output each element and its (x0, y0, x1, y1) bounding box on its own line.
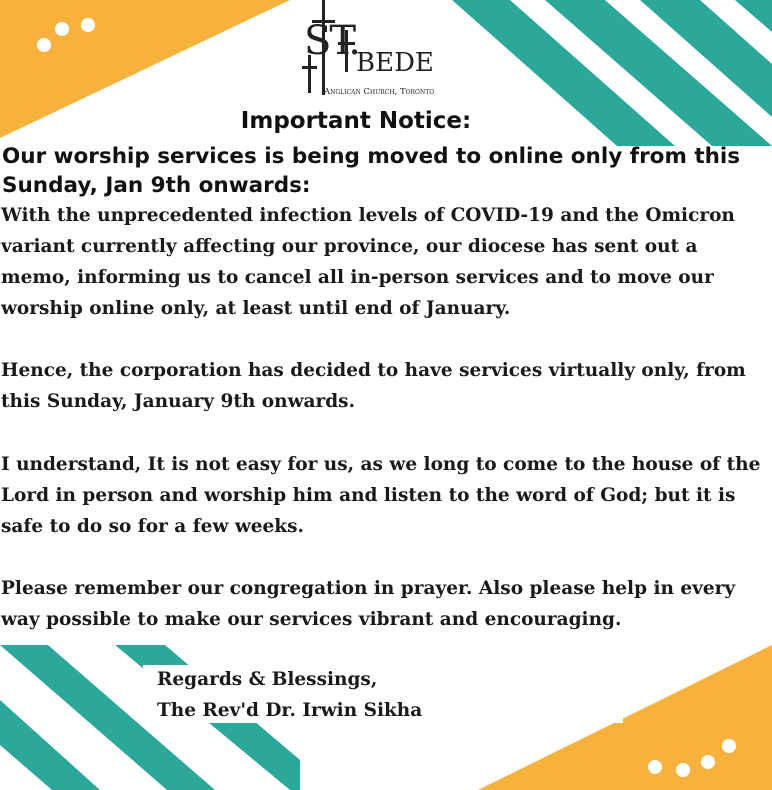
top-left-dot (81, 18, 95, 32)
paragraph-prayer-request: Please remember our congregation in prayer. Also please help in every way possible to make our services vibrant and encouraging. (1, 578, 736, 630)
paragraph-covid-update: With the unprecedented infection levels of COVID-19 and the Omicron variant currently affecting our province, our diocese has sent out a memo, informing us to cancel all in-person services and to move our worship online only, at least until end of January. (1, 205, 735, 319)
paragraph-understanding: I understand, It is not easy for us, as we long to come to the house of the Lord in person and worship him and listen to the word of God; but it is safe to do so for a few weeks. (1, 454, 761, 537)
top-left-dot (37, 38, 51, 52)
signature-name: The Rev'd Dr. Irwin Sikha (157, 700, 423, 721)
bottom-right-dot (722, 739, 736, 753)
logo-subtitle: Anglican Church, Toronto (324, 87, 435, 97)
bottom-right-dot (676, 763, 690, 777)
logo-bede-text: BEDE (356, 48, 434, 78)
logo-st-text: ST. (304, 18, 359, 64)
paragraph-virtual-services: Hence, the corporation has decided to have services virtually only, from this Sunday, January 9th onwards. (1, 360, 746, 412)
bottom-right-dot (701, 755, 715, 769)
church-logo (298, 0, 478, 105)
signature-closing: Regards & Blessings, (157, 669, 378, 690)
bottom-right-dot (648, 760, 662, 774)
top-left-dot (55, 22, 69, 36)
notice-subheading: Our worship services is being moved to online only from this Sunday, Jan 9th onwards: (2, 144, 741, 198)
notice-heading: Important Notice: (240, 108, 472, 134)
